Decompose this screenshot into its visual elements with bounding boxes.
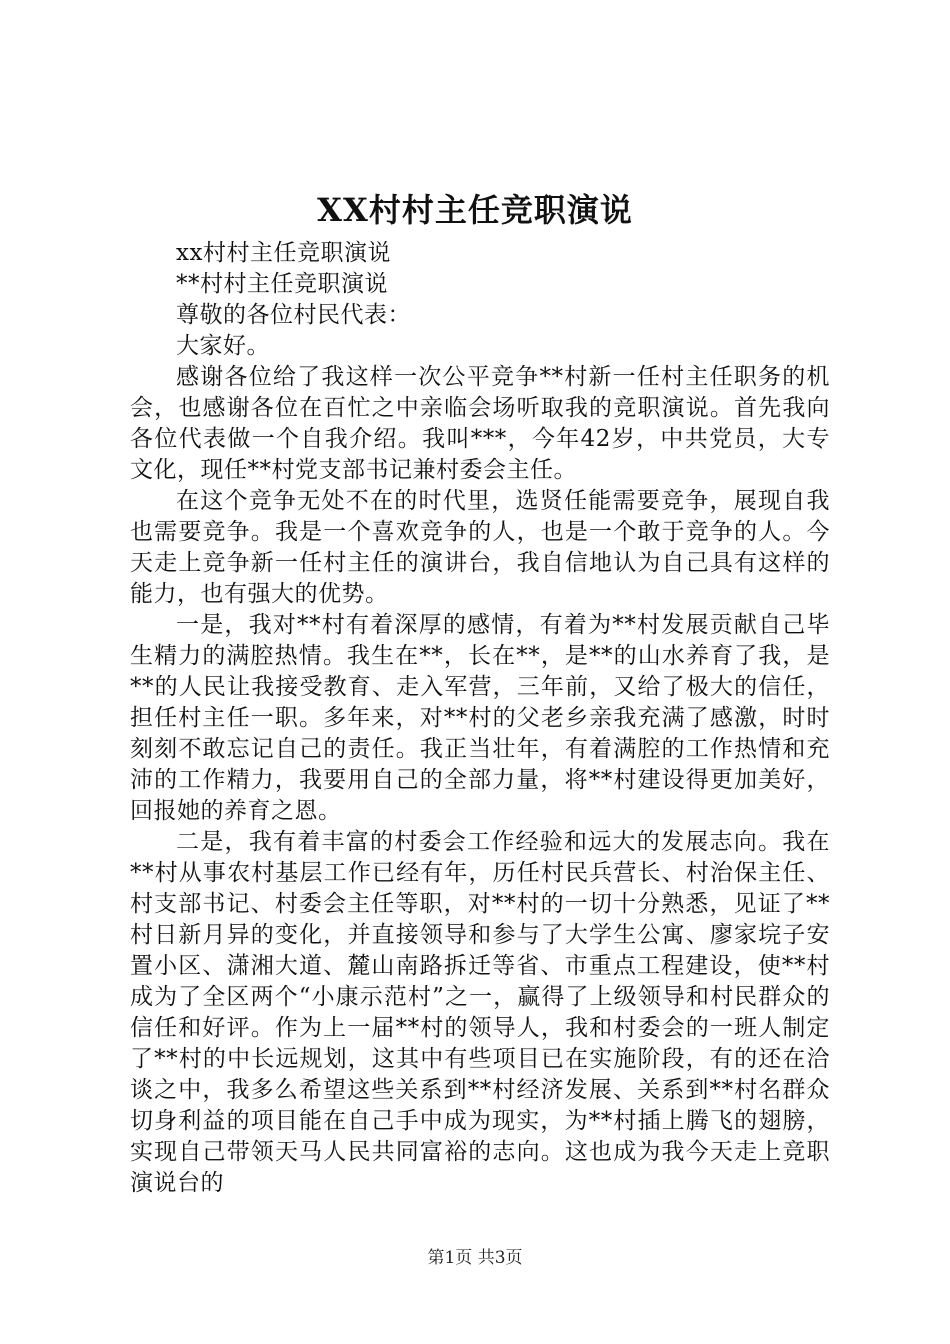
paragraph-salutation: 尊敬的各位村民代表： [176, 302, 411, 328]
document-body [130, 238, 830, 1199]
paragraph-greeting: 大家好。 [176, 333, 270, 359]
paragraph-subtitle-1: xx村村主任竞职演说 [176, 240, 391, 266]
paragraph-point-two: 二是，我有着丰富的村委会工作经验和远大的发展志向。我在**村从事农村基层工作已经有年，历任村民兵营长、村治保主任、村支部书记、村委会主任等职，对**村的一切十分熟悉，见证了**村日新月异的变化，并直接领导和参与了大学生公寓、廖家垸子安置小区、潇湘大道、麓山南路拆迁等省、市重点工程建设，使**村成为了全区两个“小康示范村”之一，赢得了上级领导和村民群众的信任和好评。作为上一届**村的领导人，我和村委会的一班人制定了**村的中长远规划，这其中有些项目已在实施阶段，有的还在洽谈之中，我多么希望这些关系到**村经济发展、关系到**村名群众切身利益的项目能在自己手中成为现实，为**村插上腾飞的翅膀，实现自己带领天马人民共同富裕的志向。这也成为我今天走上竞职演说台的 [130, 829, 830, 1196]
paragraph-point-one: 一是，我对**村有着深厚的感情，有着为**村发展贡献自己毕生精力的满腔热情。我生在**，长在**，是**的山水养育了我，是**的人民让我接受教育、走入军营，三年前，又给了极大的信任，担任村主任一职。多年来，对**村的父老乡亲我充满了感激，时时刻刻不敢忘记自己的责任。我正当壮年，有着满腔的工作热情和充沛的工作精力，我要用自己的全部力量，将**村建设得更加美好，回报她的养育之恩。 [130, 612, 830, 824]
paragraph-competition: 在这个竞争无处不在的时代里，选贤任能需要竞争，展现自我也需要竞争。我是一个喜欢竞争的人，也是一个敢于竞争的人。今天走上竞争新一任村主任的演讲台，我自信地认为自己具有这样的能力，也有强大的优势。 [130, 488, 830, 607]
document-title: XX村村主任竞职演说 [317, 191, 633, 229]
page-footer: 第1页 共3页 [427, 1248, 523, 1268]
paragraph-introduction: 感谢各位给了我这样一次公平竞争**村新一任村主任职务的机会，也感谢各位在百忙之中亲临会场听取我的竞职演说。首先我向各位代表做一个自我介绍。我叫***，今年42岁，中共党员，大专文化，现任**村党支部书记兼村委会主任。 [130, 364, 830, 483]
paragraph-subtitle-2: **村村主任竞职演说 [176, 271, 388, 297]
